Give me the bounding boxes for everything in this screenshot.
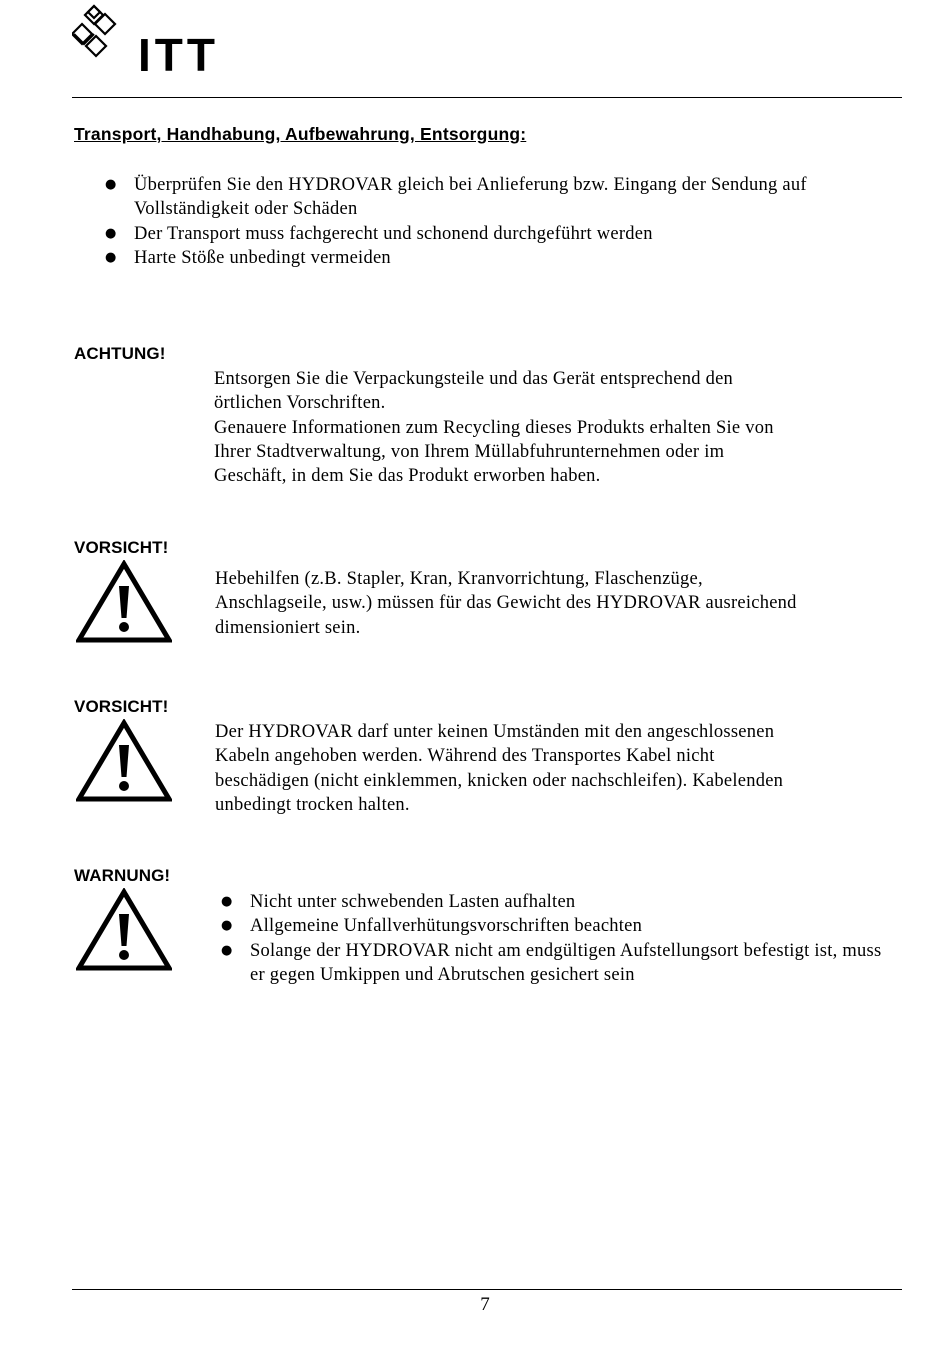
footer-divider [72,1289,902,1290]
notice-label-achtung: ACHTUNG! [74,344,166,363]
notice-text-vorsicht-lifting: Hebehilfen (z.B. Stapler, Kran, Kranvorrichtung, Flaschenzüge, Anschlagseile, usw.) müssen für das Gewicht des HYDROVAR ausreichend dimensioniert sein. [215,569,797,638]
bullet-icon: ● [221,918,233,934]
itt-logo [72,2,242,84]
bullet-icon: ● [105,225,117,241]
intro-bullet-list [105,173,894,270]
notice-label-warnung: WARNUNG! [74,866,171,885]
header-divider [72,97,902,98]
list-item: ● Überprüfen Sie den HYDROVAR gleich bei Anlieferung bzw. Eingang der Sendung auf Vollständigkeit oder Schäden [105,175,807,220]
warning-bullet-list [221,890,900,987]
bullet-icon: ● [105,249,117,265]
warning-triangle-icon [76,888,172,972]
notice-label-vorsicht: VORSICHT! [74,697,169,716]
logo-text: ITT [138,29,219,81]
list-item: ● Solange der HYDROVAR nicht am endgültigen Aufstellungsort befestigt ist, muss er gegen Umkippen und Abrutschen gesichert sein [221,940,882,985]
notice-text-achtung: Entsorgen Sie die Verpackungsteile und das Gerät entsprechend den örtlichen Vorschriften. Genauere Informationen zum Recycling dieses Produkts erhalten Sie von Ihrer Stadtverwaltung, von Ihrem Müllabfuhrunternehmen oder im Geschäft, in dem Sie das Produkt erworben haben. [214,369,774,487]
list-item: ● Harte Stöße unbedingt vermeiden [134,246,894,270]
notice-label-vorsicht: VORSICHT! [74,538,169,557]
bullet-icon: ● [221,942,233,958]
warning-triangle-icon [76,560,172,644]
page-number: 7 [480,1294,490,1315]
bullet-icon: ● [221,894,233,909]
warning-triangle-icon [76,719,172,803]
list-item: ● Nicht unter schwebenden Lasten aufhalten [250,890,900,914]
list-item: ● Allgemeine Unfallverhütungsvorschriften beachten [250,914,900,938]
list-item: ● Der Transport muss fachgerecht und schonend durchgeführt werden [134,222,894,246]
bullet-icon: ● [105,177,117,192]
itt-logo-mark-icon [72,2,142,62]
notice-text-vorsicht-cables: Der HYDROVAR darf unter keinen Umständen mit den angeschlossenen Kabeln angehoben werden. Während des Transportes Kabel nicht beschädigen (nicht einklemmen, knicken oder nachschleifen). Kabelenden unbedingt trocken halten. [215,722,784,815]
section-heading: Transport, Handhabung, Aufbewahrung, Entsorgung: [74,124,527,144]
